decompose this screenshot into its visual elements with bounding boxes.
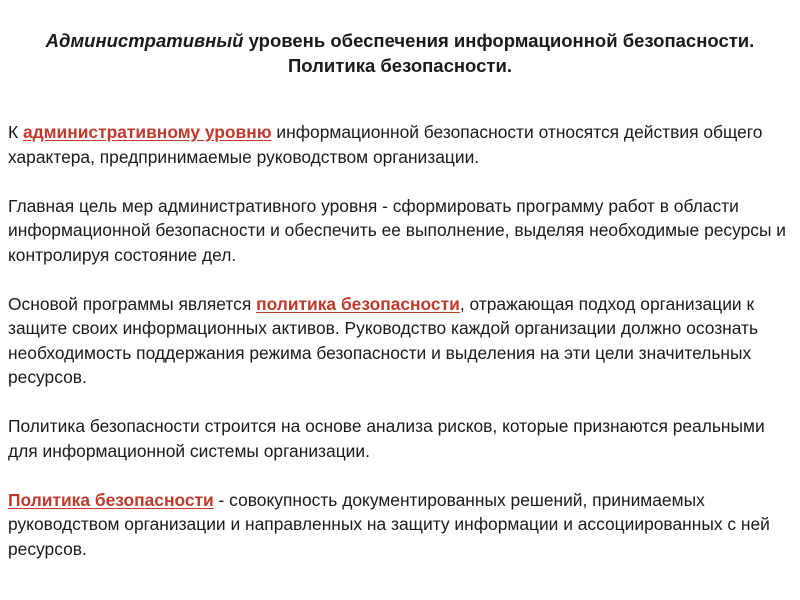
term-administrative-level: административному уровню [22,122,272,142]
title-line-2: Политика безопасности. [288,55,512,76]
paragraph-3-pre: Основой программы является [8,293,257,314]
title-line-1-rest: уровень обеспечения информационной безопасности. [243,30,755,51]
slide-title [10,28,790,78]
paragraph-1-post: информационной безопасности относятся действия общего характера, предпринимаемые руководством организации. [8,122,763,167]
term-security-policy: политика безопасности [256,293,460,314]
paragraph-5-post: - совокупность документированных решений, принимаемых руководством организации и направленных на защиту информации и ассоциированных с ней ресурсов. [8,489,770,559]
paragraph-1-pre: К [8,122,23,142]
paragraph-3-post: , отражающая подход организации к защите своих информационных активов. Руководство каждой организации должно осознать необходимость поддержания режима безопасности и выделения на эти цели значительных ресурсов. [8,293,759,387]
paragraph-2: Главная цель мер административного уровня - сформировать программу работ в области информационной безопасности и обеспечить ее выполнение, выделяя необходимые ресурсы и контролируя состояние дел. [8,195,787,265]
paragraph-5 [8,488,794,562]
paragraph-1 [8,120,794,169]
paragraph-3 [8,292,794,390]
slide-body [8,120,794,586]
term-security-policy-definition: Политика безопасности [8,489,214,510]
title-line-1 [10,28,790,53]
paragraph-4: Политика безопасности строится на основе анализа рисков, которые признаются реальными для информационной системы организации. [8,416,765,461]
title-italic-word: Административный [45,30,244,51]
